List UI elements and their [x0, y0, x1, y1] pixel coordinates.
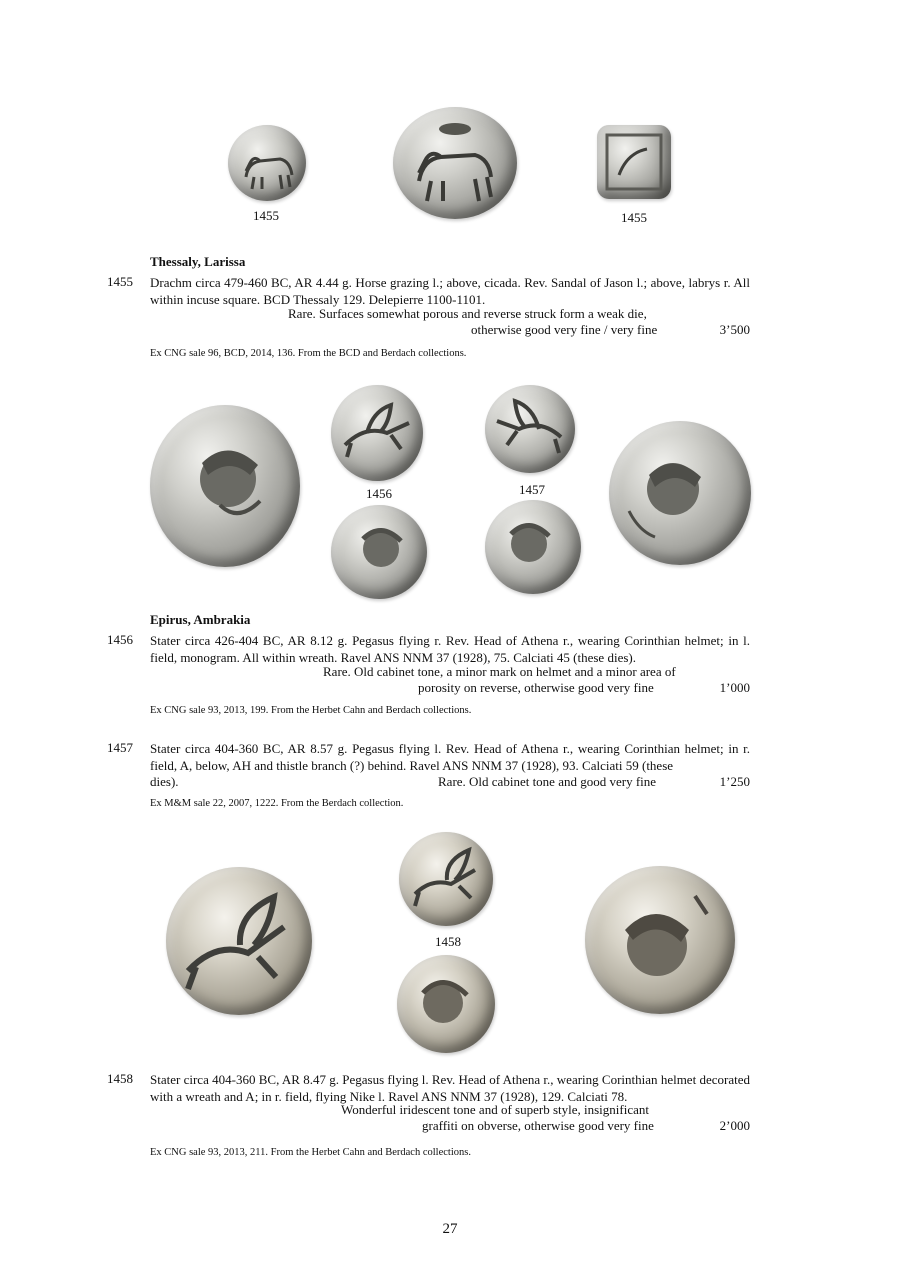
coin-1457-reverse-small — [485, 500, 581, 594]
figure-number-1458: 1458 — [435, 934, 461, 949]
lot-number-1455: 1455 — [107, 274, 133, 289]
coin-1455-obverse-small — [228, 125, 306, 201]
coin-1458-reverse-small — [397, 955, 495, 1053]
lot-provenance-1458: Ex CNG sale 93, 2013, 211. From the Herbet Cahn and Berdach collections. — [150, 1147, 471, 1158]
lot-number-1458: 1458 — [107, 1071, 133, 1086]
lot-provenance-1456: Ex CNG sale 93, 2013, 199. From the Herbet Cahn and Berdach collections. — [150, 705, 472, 716]
figure-number-1455-obverse: 1455 — [253, 208, 279, 223]
lot-condition-1456-line1: Rare. Old cabinet tone, a minor mark on helmet and a minor area of — [323, 664, 676, 679]
lot-description-1456: Stater circa 426-404 BC, AR 8.12 g. Pegasus flying r. Rev. Head of Athena r., wearing Corinthian helmet; in l. field, monogram. All within wreath. Ravel ANS NNM 37 (1928), 75. Calciati 45 (these dies). — [150, 633, 750, 665]
lot-description-1457-last: dies). — [150, 774, 179, 789]
lot-price-1456: 1’000 — [719, 680, 750, 695]
section-heading-thessaly: Thessaly, Larissa — [150, 254, 246, 269]
lot-condition-1455-line2: otherwise good very fine / very fine — [471, 322, 658, 337]
coin-1457-reverse-large — [609, 421, 751, 565]
coin-1458-obverse-small — [399, 832, 493, 926]
lot-condition-1455-line1: Rare. Surfaces somewhat porous and reverse struck form a weak die, — [288, 306, 647, 321]
lot-number-1456: 1456 — [107, 632, 133, 647]
figure-number-1455-reverse: 1455 — [621, 210, 647, 225]
lot-price-1457: 1’250 — [719, 774, 750, 789]
coin-1458-obverse-large — [166, 867, 312, 1015]
lot-number-1457: 1457 — [107, 740, 133, 755]
lot-condition-1458-line2: graffiti on obverse, otherwise good very fine — [422, 1118, 654, 1133]
lot-condition-1456-line2: porosity on reverse, otherwise good very fine — [418, 680, 654, 695]
lot-provenance-1457: Ex M&M sale 22, 2007, 1222. From the Berdach collection. — [150, 798, 404, 809]
lot-description-1455: Drachm circa 479-460 BC, AR 4.44 g. Horse grazing l.; above, cicada. Rev. Sandal of Jason l.; above, labrys r. All within incuse square. BCD Thessaly 129. Delepierre 1100-1101. — [150, 275, 750, 307]
coin-1457-obverse — [485, 385, 575, 473]
section-heading-epirus: Epirus, Ambrakia — [150, 612, 251, 627]
coin-1456-reverse-large — [150, 405, 300, 567]
coin-1455-reverse — [597, 125, 671, 199]
coin-1456-reverse-small — [331, 505, 427, 599]
lot-condition-1457: Rare. Old cabinet tone and good very fine — [438, 774, 657, 789]
coin-1455-obverse-large — [393, 107, 517, 219]
lot-price-1455: 3’500 — [719, 322, 750, 337]
lot-provenance-1455: Ex CNG sale 96, BCD, 2014, 136. From the BCD and Berdach collections. — [150, 348, 467, 359]
coin-1456-obverse — [331, 385, 423, 481]
lot-description-1458: Stater circa 404-360 BC, AR 8.47 g. Pegasus flying l. Rev. Head of Athena r., wearing Corinthian helmet decorated with a wreath and A; in r. field, flying Nike l. Ravel ANS NNM 37 (1928), 129. Calciati 78. — [150, 1072, 750, 1104]
lot-description-1457: Stater circa 404-360 BC, AR 8.57 g. Pegasus flying l. Rev. Head of Athena r., wearing Corinthian helmet; in r. field, A, below, AH and thistle branch (?) behind. Ravel ANS NNM 37 (1928), 93. Calciati 59 (these — [150, 741, 750, 773]
lot-price-1458: 2’000 — [719, 1118, 750, 1133]
coin-1458-reverse-large — [585, 866, 735, 1014]
figure-number-1456: 1456 — [366, 486, 392, 501]
page-number: 27 — [442, 1221, 458, 1237]
figure-number-1457: 1457 — [519, 482, 545, 497]
lot-condition-1458-line1: Wonderful iridescent tone and of superb style, insignificant — [341, 1102, 649, 1117]
